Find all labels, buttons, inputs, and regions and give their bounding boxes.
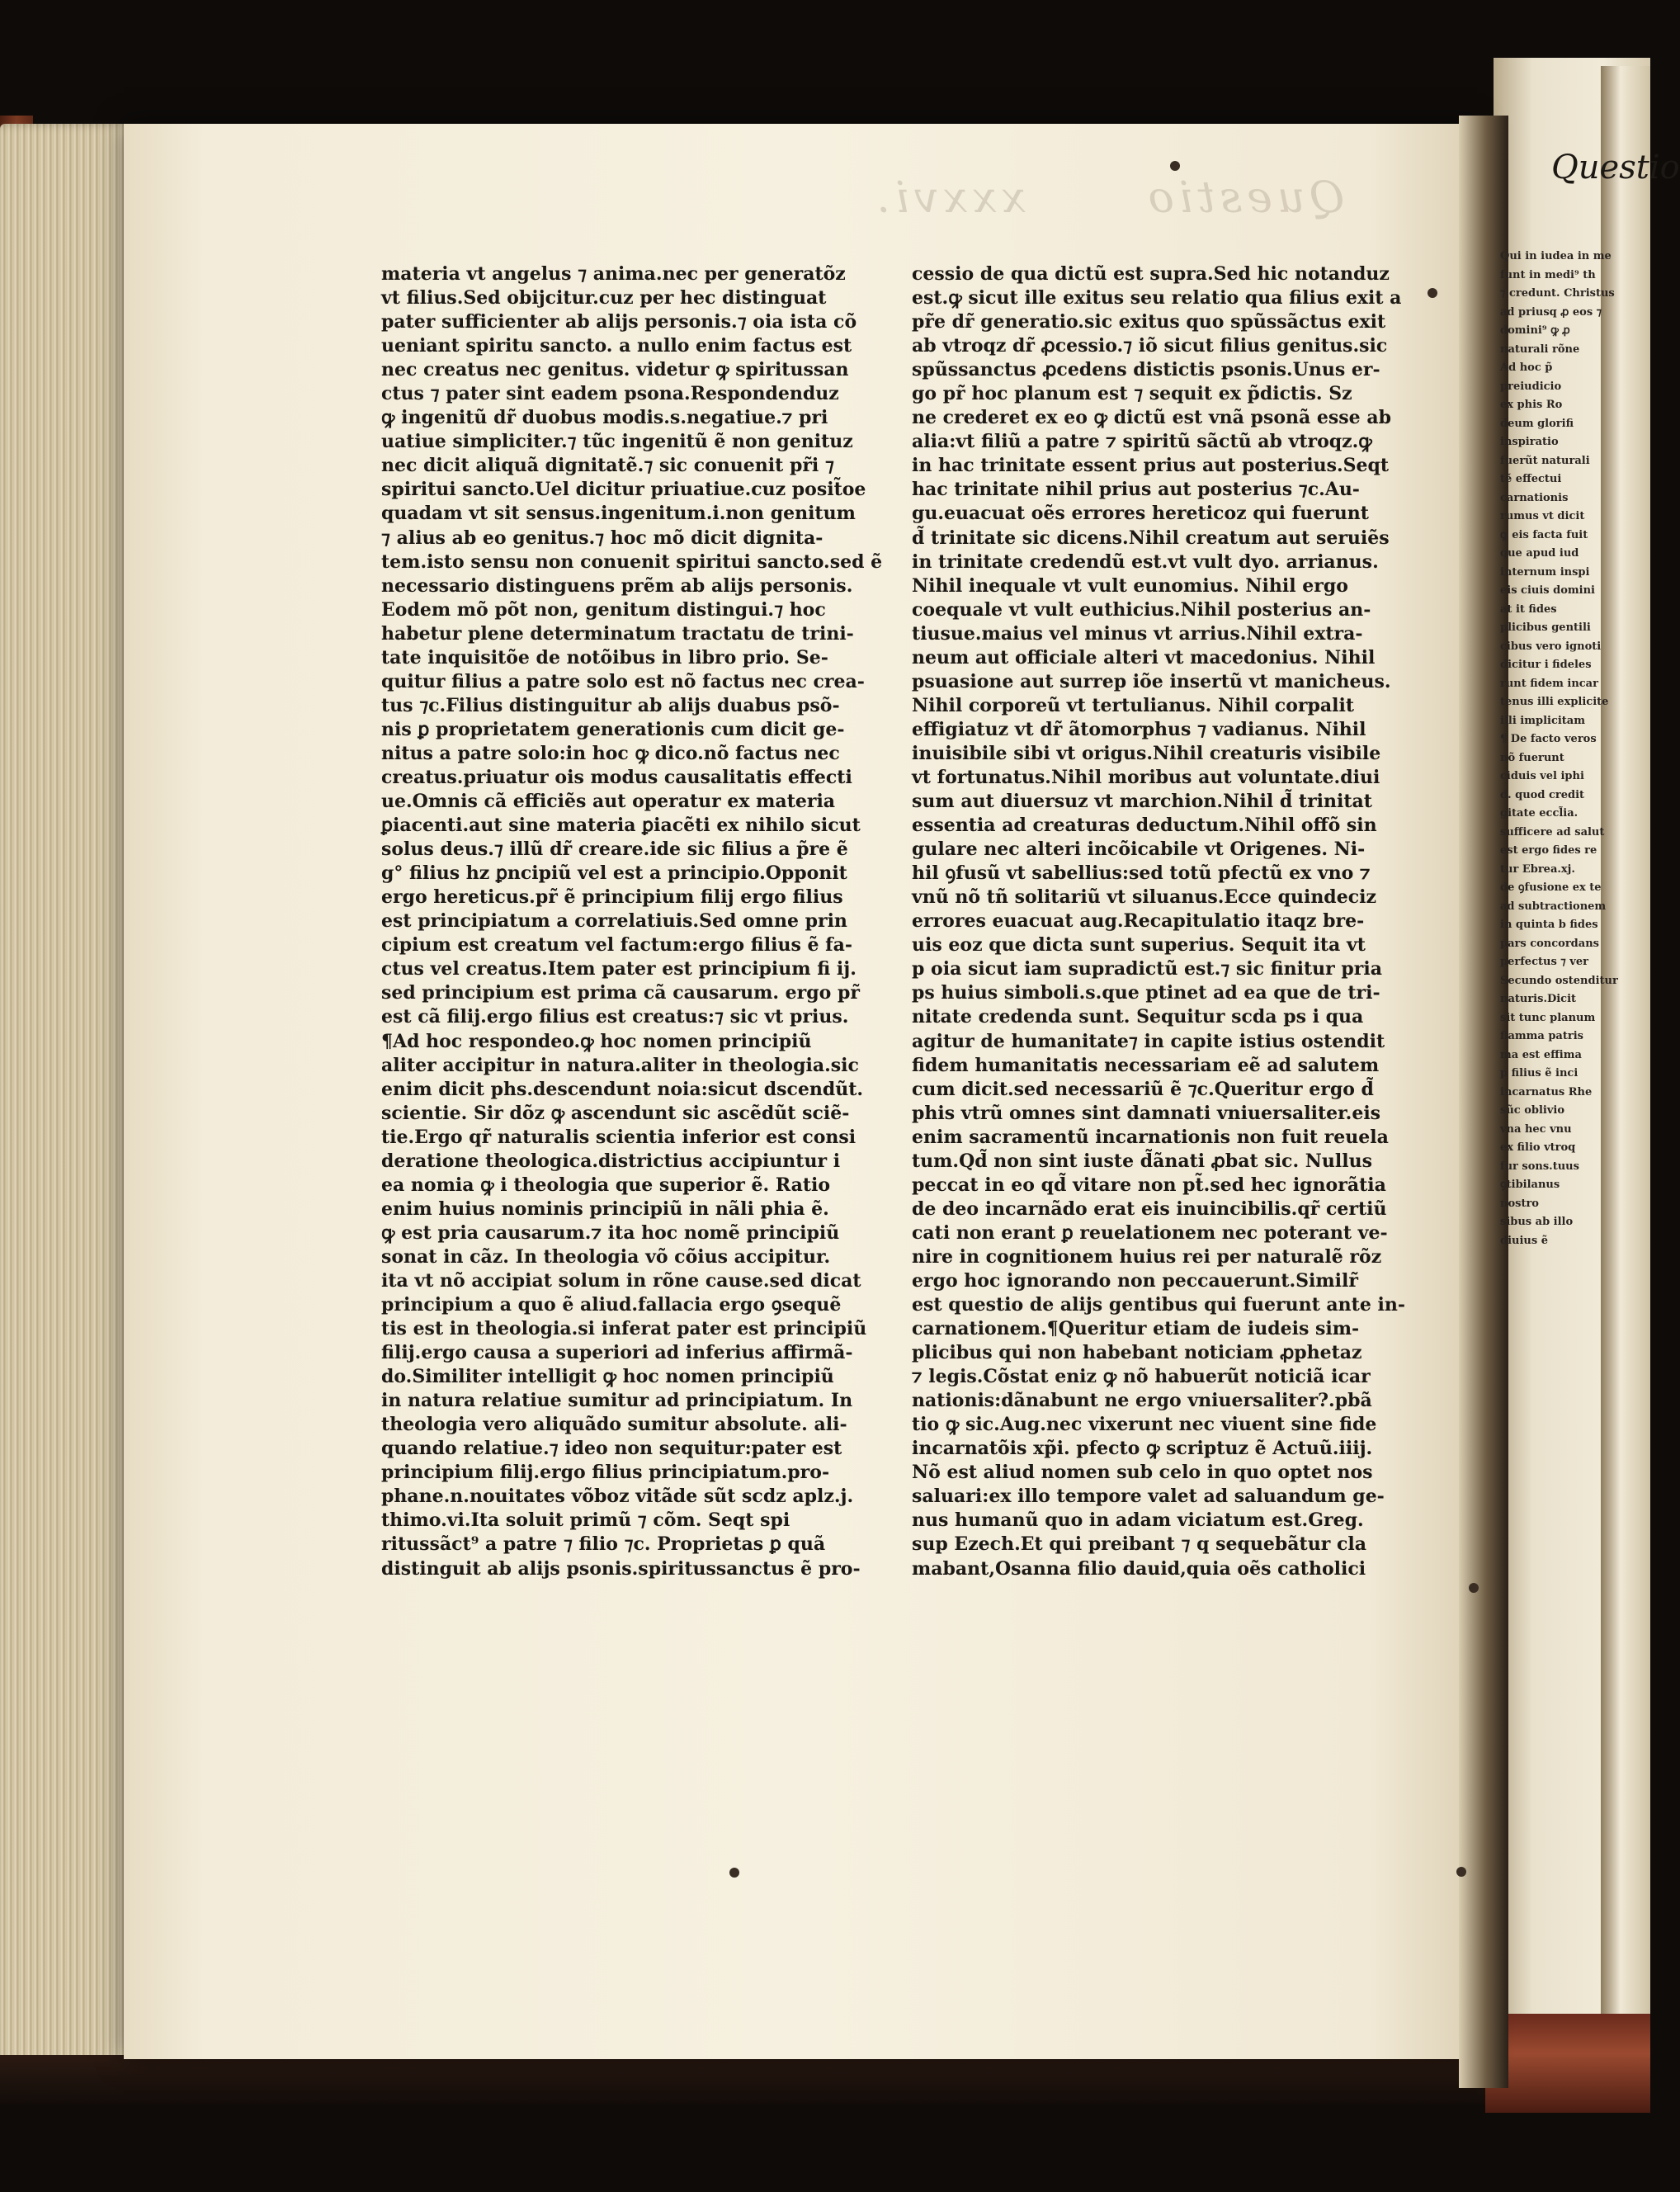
- text-line: ma est effima: [1500, 1048, 1582, 1061]
- page-edges-left: [0, 124, 136, 2088]
- text-line: sup Ezech.Et qui preibant ⁊ q sequebãtur cla: [912, 1533, 1366, 1556]
- text-line: que apud iud: [1500, 547, 1579, 560]
- text-line: tur Ebrea.xj.: [1500, 862, 1575, 876]
- text-line: filij.ergo causa a superiori ad inferius affirmã-: [381, 1342, 853, 1364]
- text-line: cibus vero ignoti: [1500, 640, 1602, 653]
- text-line: distinguit ab alijs psonis.spiritussanctus ẽ pro-: [381, 1557, 861, 1580]
- text-line: neum aut officiale alteri vt macedonius. Nihil: [912, 646, 1376, 668]
- text-line: Nihil corporeũ vt tertulianus. Nihil corpalit: [912, 694, 1354, 716]
- text-line: Ad hoc p̃: [1500, 361, 1553, 374]
- text-line: p filius ẽ inci: [1500, 1067, 1579, 1079]
- text-line: d̃ trinitate sic dicens.Nihil creatum aut seruiẽs: [912, 527, 1390, 549]
- text-line: ctus ⁊ pater sint eadem psona.Respondenduz: [381, 383, 839, 405]
- text-line: est.ꝙ sicut ille exitus seu relatio qua filius exit a: [912, 287, 1402, 309]
- text-line: enim dicit phs.descendunt noia:sicut dscendũt.: [381, 1078, 864, 1100]
- text-line: dicitur i fideles: [1500, 659, 1592, 671]
- text-line: phis vtrũ omnes sint damnati vniuersaliter.eis: [912, 1102, 1381, 1124]
- text-line: ue.Omnis cã efficiẽs aut operatur ex materia: [381, 791, 836, 813]
- text-line: pr̃e dr̃ generatio.sic exitus quo spũssãctus exit: [912, 311, 1386, 333]
- text-line: hac trinitate nihil prius aut posterius ⁊c.Au-: [912, 479, 1360, 501]
- pinhole-mark: [1469, 1583, 1479, 1593]
- text-line: ꝙ est pria causarum.⁊ ita hoc nomẽ principiũ: [381, 1221, 840, 1244]
- text-line: spũssanctus ꝓcedens distictis psonis.Unus er-: [912, 359, 1380, 381]
- text-line: necessario distinguens prẽm ab alijs personis.: [381, 574, 853, 597]
- text-line: ergo hoc ignorando non peccauerunt.Similr̃: [912, 1269, 1358, 1292]
- text-line: theologia vero aliquãdo sumitur absolute. ali-: [381, 1414, 847, 1436]
- text-line: sum aut diuersuz vt marchion.Nihil d̃ trinitat: [912, 791, 1372, 813]
- text-line: cipium est creatum vel factum:ergo filius ẽ fa-: [381, 934, 852, 957]
- text-line: tenus illi explicite: [1500, 696, 1609, 708]
- text-line: ex phis Ro: [1500, 399, 1563, 411]
- left-text-column: [381, 262, 881, 1581]
- text-line: go pr̃ hoc planum est ⁊ sequit ex p̃dictis. Sz: [912, 383, 1352, 405]
- text-line: domini⁹ ꝙ ꝓ: [1500, 324, 1570, 337]
- text-line: nec creatus nec genitus. videtur ꝙ spiritussan: [381, 359, 849, 381]
- text-line: ⁊ legis.Cõstat eniz ꝙ nõ habuerũt noticiã icar: [912, 1366, 1371, 1388]
- text-line: diuius ẽ: [1500, 1234, 1548, 1247]
- text-line: effigiatuz vt dr̃ ãtomorphus ⁊ vadianus. Nihil: [912, 718, 1366, 740]
- showthrough-left-word: Questio: [1143, 173, 1345, 223]
- text-line: pater sufficienter ab alijs personis.⁊ oia ista cõ: [381, 311, 857, 333]
- text-line: enim huius nominis principiũ in nãli phia ẽ.: [381, 1198, 829, 1220]
- text-line: deratione theologica.districtius accipiuntur i: [381, 1150, 841, 1172]
- text-line: tio ꝙ sic.Aug.nec vixerunt nec viuent sine fide: [912, 1414, 1377, 1436]
- text-line: agitur de humanitate⁊ in capite istius ostendit: [912, 1030, 1385, 1052]
- text-line: coequale vt vult euthicius.Nihil posterius an-: [912, 598, 1371, 621]
- text-line: peccat in eo qd̃ vitare non pt̃.sed hec ignorãtia: [912, 1174, 1386, 1196]
- text-line: principium filij.ergo filius principiatum.pro-: [381, 1462, 830, 1484]
- text-line: ritussãct⁹ a patre ⁊ filio ⁊c. Proprietas ꝑ quã: [381, 1533, 826, 1556]
- text-line: ita vt nõ accipiat solum in rõne cause.sed dicat: [381, 1269, 861, 1292]
- text-line: de deo incarnãdo erat eis inuincibilis.qr̃ certiũ: [912, 1198, 1387, 1220]
- text-line: at it fides: [1500, 602, 1557, 616]
- text-line: vna hec vnu: [1500, 1122, 1572, 1136]
- text-line: gulare nec alteri incõicabile vt Origenes. Ni-: [912, 839, 1366, 861]
- text-line: nõ fuerunt: [1500, 751, 1564, 764]
- text-line: materia vt angelus ⁊ anima.nec per generatõz: [381, 263, 846, 285]
- text-line: sibus ab illo: [1500, 1216, 1574, 1228]
- spine-bottom: [1485, 2014, 1650, 2113]
- recto-text-column: [1500, 248, 1624, 1250]
- text-line: ctus vel creatus.Item pater est principium fi ij.: [381, 958, 857, 980]
- text-line: saluari:ex illo tempore valet ad saluandum ge-: [912, 1486, 1385, 1508]
- text-line: creatus.priuatur ois modus causalitatis effecti: [381, 766, 852, 788]
- text-line: internum inspi: [1500, 565, 1590, 579]
- text-line: ueniant spiritu sancto. a nullo enim factus est: [381, 335, 852, 357]
- text-line: ab vtroqz dr̃ ꝓcessio.⁊ iõ sicut filius genitus.sic: [912, 335, 1388, 357]
- text-line: uatiue simpliciter.⁊ tũc ingenitũ ẽ non genituz: [381, 431, 853, 453]
- text-line: vt fortunatus.Nihil moribus aut voluntate.diui: [912, 766, 1380, 788]
- text-line: do.Similiter intelligit ꝙ hoc nomen principiũ: [381, 1366, 834, 1388]
- text-line: errores euacuat aug.Recapitulatio itaqz bre-: [912, 910, 1365, 933]
- text-line: Nihil inequale vt vult eunomius. Nihil ergo: [912, 574, 1348, 597]
- text-line: nec dicit aliquã dignitatẽ.⁊ sic conuenit pr̃i ⁊: [381, 455, 834, 477]
- text-line: Secundo ostenditur: [1500, 974, 1618, 987]
- text-line: cessio de qua dictũ est supra.Sed hic notanduz: [912, 263, 1390, 285]
- text-line: rumus vt dicit: [1500, 510, 1585, 522]
- text-line: ⁊ credunt. Christus: [1500, 287, 1615, 300]
- text-line: perfectus ⁊ ver: [1500, 956, 1588, 968]
- text-line: ꝯtibilanus: [1500, 1179, 1560, 1191]
- text-line: vt filius.Sed obijcitur.cuz per hec distinguat: [381, 287, 827, 309]
- text-line: phane.n.nouitates võboz vitãde sũt scdz aplz.j.: [381, 1486, 854, 1508]
- text-line: ꝙ ingenitũ dr̃ duobus modis.s.negatiue.⁊ pri: [381, 407, 828, 429]
- recto-heading: Questio: [1551, 149, 1680, 187]
- right-text-column: [912, 262, 1407, 1581]
- text-line: essentia ad creaturas deductum.Nihil offõ sin: [912, 815, 1377, 837]
- text-line: ⁊ alius ab eo genitus.⁊ hoc mõ dicit dignita-: [381, 527, 823, 549]
- text-line: Nõ est aliud nomen sub celo in quo optet nos: [912, 1462, 1373, 1484]
- pinhole-mark: [1428, 288, 1437, 298]
- text-line: nitus a patre solo:in hoc ꝙ dico.nõ factus nec: [381, 742, 840, 764]
- text-line: carnationem.¶Queritur etiam de iudeis sim-: [912, 1318, 1360, 1340]
- text-line: quitur filius a patre solo est nõ factus nec crea-: [381, 670, 865, 692]
- text-line: ꝑiacenti.aut sine materia ꝑiacẽti ex nihilo sicut: [381, 815, 861, 837]
- text-line: psuasione aut surrep iõe insertũ vt manicheus.: [912, 670, 1391, 692]
- text-line: in trinitate credendũ est.vt vult dyo. arrianus.: [912, 550, 1379, 573]
- text-line: p oia sicut iam supradictũ est.⁊ sic finitur pria: [912, 958, 1382, 980]
- text-line: uis eoz que dicta sunt superius. Sequit ita vt: [912, 934, 1366, 957]
- text-line: sufficere ad salut: [1500, 825, 1605, 839]
- text-line: gitate eccl̃ia.: [1500, 807, 1579, 820]
- text-line: tie.Ergo qr̃ naturalis scientia inferior est consi: [381, 1126, 857, 1148]
- text-line: aliter accipitur in natura.aliter in theologia.sic: [381, 1054, 859, 1076]
- text-line: spiritui sancto.Uel dicitur priuatiue.cuz posit̃oe: [381, 479, 866, 501]
- text-line: ¶Ad hoc respondeo.ꝙ hoc nomen principiũ: [381, 1030, 812, 1052]
- text-line: fur sons.tuus: [1500, 1160, 1579, 1173]
- text-line: naturis.Dicit: [1500, 993, 1577, 1005]
- text-line: d. quod credit: [1500, 788, 1585, 801]
- text-line: fuerũt naturali: [1500, 454, 1590, 467]
- text-line: est principiatum a correlatiuis.Sed omne prin: [381, 910, 847, 933]
- text-line: sũc oblivio: [1500, 1104, 1565, 1117]
- text-line: ea nomia ꝙ i theologia que superior ẽ. Ratio: [381, 1174, 831, 1196]
- text-line: ad priusq ꝓ eos ⁊: [1500, 305, 1602, 319]
- pinhole-mark: [1170, 161, 1180, 171]
- showthrough-right-word: xxxvi.: [871, 173, 1026, 223]
- text-line: sed principium est prima cã causarum. ergo pr̃: [381, 982, 860, 1004]
- text-line: incarnatus Rhe: [1500, 1085, 1593, 1098]
- binding-bottom: [0, 2055, 1485, 2105]
- text-line: deum glorifi: [1500, 417, 1574, 430]
- pinhole-mark: [1456, 1867, 1466, 1877]
- text-line: quadam vt sit sensus.ingenitum.i.non genitum: [381, 503, 856, 525]
- text-line: nitate credenda sunt. Sequitur scda ps i qua: [912, 1006, 1364, 1028]
- text-line: habetur plene determinatum tractatu de trini-: [381, 622, 854, 645]
- pinhole-mark: [729, 1868, 739, 1878]
- text-line: ps huius simboli.s.que ptinet ad ea que de tri-: [912, 982, 1380, 1004]
- text-line: nationis:dãnabunt ne ergo vniuersaliter?.pbã: [912, 1390, 1372, 1412]
- text-line: est cã filij.ergo filius est creatus:⁊ sic vt prius.: [381, 1006, 849, 1028]
- text-line: incarnatõis xp̃i. pfecto ꝙ scriptuz ẽ Actuũ.iiij.: [912, 1438, 1373, 1460]
- text-line: ciduis vel iphi: [1500, 770, 1584, 782]
- text-line: plicibus qui non habebant noticiam ꝓphetaz: [912, 1342, 1362, 1364]
- text-line: carnationis: [1500, 491, 1569, 504]
- text-line: flamma patris: [1500, 1030, 1583, 1042]
- text-line: principium a quo ẽ aliud.fallacia ergo ꝯsequẽ: [381, 1294, 842, 1316]
- text-line: enim sacramentũ incarnationis non fuit reuela: [912, 1126, 1389, 1148]
- text-line: gu.euacuat oẽs errores hereticoz qui fuerunt: [912, 503, 1369, 525]
- text-line: tis est in theologia.si inferat pater est principiũ: [381, 1318, 867, 1340]
- text-line: eis ciuis domini: [1500, 584, 1595, 597]
- text-line: runt fidem incar: [1500, 677, 1598, 690]
- text-line: nis ꝑ proprietatem generationis cum dicit ge-: [381, 718, 845, 740]
- text-line: mabant,Osanna filio dauid,quia oẽs catholici: [912, 1557, 1366, 1580]
- text-line: Qui in iudea in me: [1500, 250, 1612, 262]
- text-line: vnũ nõ tñ solitariũ vt siluanus.Ecce quindeciz: [912, 886, 1376, 909]
- text-line: preiudicio: [1500, 380, 1562, 393]
- text-line: solus deus.⁊ illũ dr̃ creare.ide sic filius a p̃re ẽ: [381, 839, 848, 861]
- text-line: tus ⁊c.Filius distinguitur ab alijs duabus psõ-: [381, 694, 840, 716]
- text-line: tiusue.maius vel minus vt arrius.Nihil extra-: [912, 622, 1363, 645]
- showthrough-heading: [520, 173, 1345, 223]
- text-line: g° filius hz ꝑncipiũ vel est a principio.Opponit: [381, 862, 847, 885]
- text-line: ergo hereticus.pr̃ ẽ principium filij ergo filius: [381, 886, 843, 909]
- text-line: in hac trinitate essent prius aut posterius.Seqt: [912, 455, 1390, 477]
- text-line: de ꝯfusione ex te: [1500, 881, 1602, 894]
- text-line: illi implicitam: [1500, 714, 1585, 727]
- text-line: tem.isto sensu non conuenit spiritui sancto.sed ẽ: [381, 550, 883, 573]
- text-line: nire in cognitionem huius rei per naturalẽ rõz: [912, 1245, 1382, 1268]
- text-line: est questio de alijs gentibus qui fuerunt ante in-: [912, 1294, 1405, 1316]
- text-line: tẽ effectui: [1500, 473, 1562, 485]
- text-line: alia:vt filiũ a patre ⁊ spiritũ sãctũ ab vtroqz.ꝙ: [912, 431, 1372, 453]
- text-line: thimo.vi.Ita soluit primũ ⁊ cõm. Seqt spi: [381, 1509, 790, 1532]
- text-line: ¶ De facto veros: [1500, 733, 1597, 745]
- text-line: funt in medi⁹ th: [1500, 268, 1596, 281]
- text-line: scientie. Sir dõz ꝙ ascendunt sic ascẽdũt sciẽ-: [381, 1102, 850, 1124]
- text-line: Eodem mõ põt non, genitum distingui.⁊ hoc: [381, 598, 826, 621]
- text-line: est ergo fides re: [1500, 844, 1597, 857]
- text-line: ꝙ eis facta fuit: [1500, 528, 1588, 541]
- text-line: ex filio vtroq: [1500, 1141, 1576, 1154]
- text-line: in quinta b fides: [1500, 919, 1598, 931]
- text-line: inuisibile sibi vt origus.Nihil creaturis visibile: [912, 742, 1381, 764]
- text-line: inspiratio: [1500, 436, 1559, 448]
- text-line: quando relatiue.⁊ ideo non sequitur:pater est: [381, 1438, 842, 1460]
- text-line: cum dicit.sed necessariũ ẽ ⁊c.Queritur ergo d̃: [912, 1078, 1374, 1100]
- text-line: tate inquisitõe de notõibus in libro prio. Se-: [381, 646, 828, 668]
- text-line: plicibus gentili: [1500, 621, 1591, 634]
- text-line: sonat in cãz. In theologia võ cõius accipitur.: [381, 1245, 831, 1268]
- text-line: sit tunc planum: [1500, 1011, 1596, 1024]
- text-line: pars concordans: [1500, 937, 1599, 950]
- text-line: naturali rõne: [1500, 342, 1580, 356]
- text-line: tum.Qd̃ non sint iuste d̃ãnati ꝓbat sic. Nullus: [912, 1150, 1372, 1172]
- text-line: ne crederet ex eo ꝙ dictũ est vnã psonã esse ab: [912, 407, 1391, 429]
- text-line: ad subtractionem: [1500, 900, 1607, 913]
- text-line: in natura relatiue sumitur ad principiatum. In: [381, 1390, 853, 1412]
- text-line: nostro: [1500, 1197, 1539, 1210]
- text-line: nus humanũ quo in adam viciatum est.Greg.: [912, 1509, 1364, 1532]
- text-line: hil ꝯfusũ vt sabellius:sed totũ pfectũ ex vno ⁊: [912, 862, 1371, 885]
- text-line: fidem humanitatis necessariam eẽ ad salutem: [912, 1054, 1380, 1076]
- text-line: cati non erant ꝑ reuelationem nec poterant ve-: [912, 1221, 1388, 1244]
